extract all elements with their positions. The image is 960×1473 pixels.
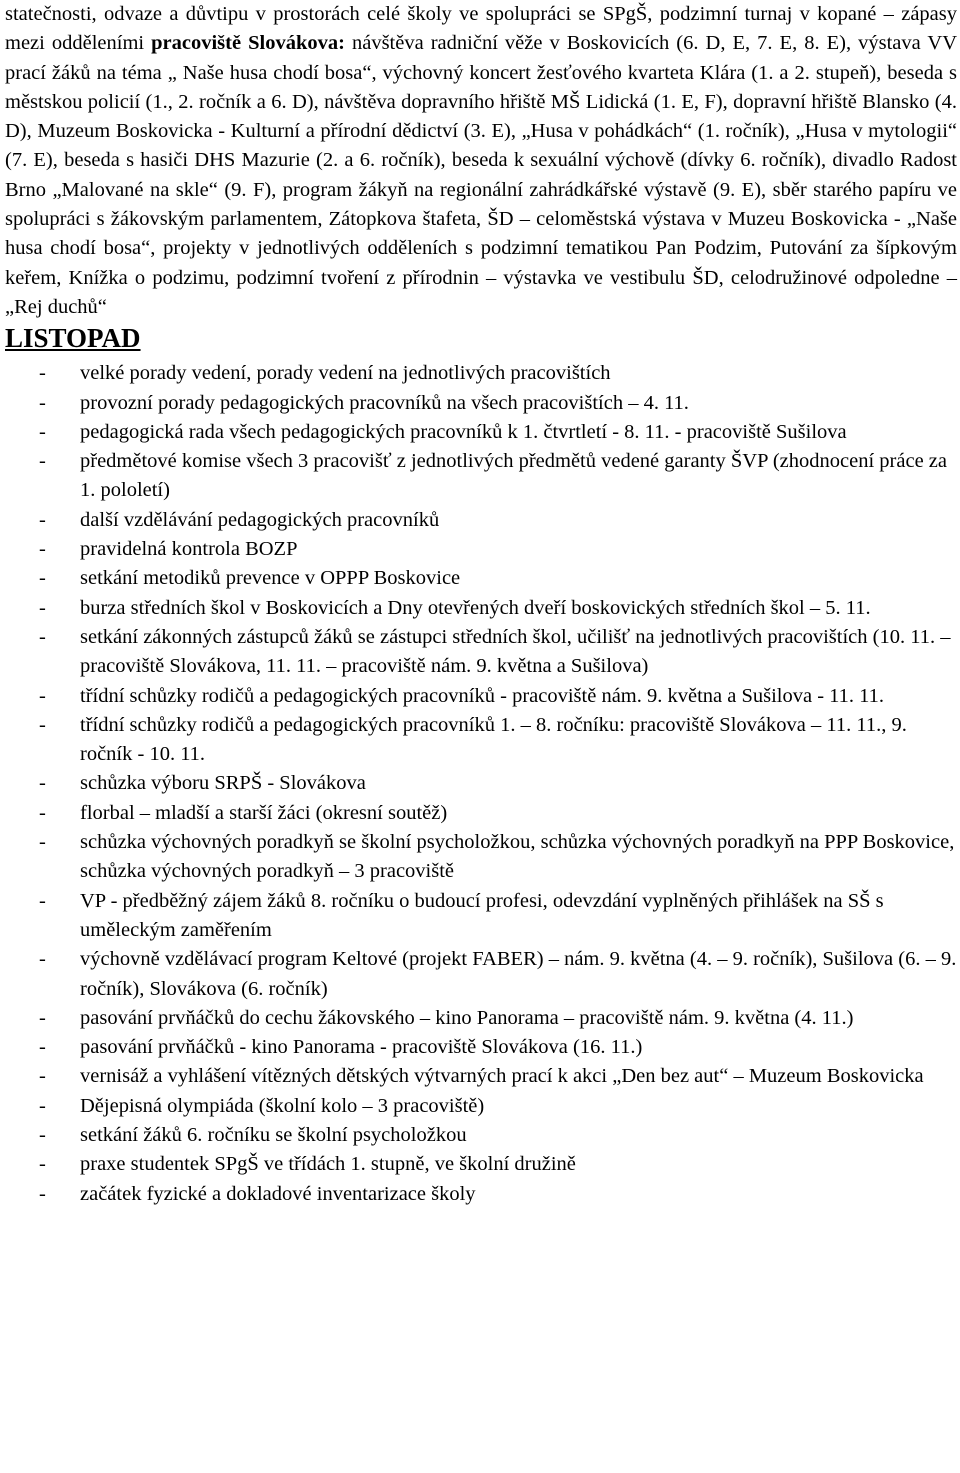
list-item-text: Dějepisná olympiáda (školní kolo – 3 pracoviště) (80, 1094, 485, 1117)
list-item (5, 887, 957, 946)
list-item (5, 1121, 957, 1150)
list-item (5, 682, 957, 711)
list-item (5, 506, 957, 535)
list-bullet: - (39, 1153, 46, 1176)
list-item (5, 828, 957, 887)
list-bullet: - (39, 1036, 46, 1059)
list-item-text: setkání metodiků prevence v OPPP Boskovice (80, 567, 461, 590)
list-item (5, 535, 957, 564)
list-bullet: - (39, 1006, 46, 1029)
document-page (5, 0, 957, 1209)
intro-bold-label: pracoviště Slovákova: (151, 32, 345, 55)
list-bullet: - (39, 1182, 46, 1205)
list-item-text: další vzdělávání pedagogických pracovníků (80, 508, 440, 531)
list-item (5, 1092, 957, 1121)
list-item (5, 359, 957, 388)
list-item (5, 389, 957, 418)
list-bullet: - (39, 420, 46, 443)
list-bullet: - (39, 948, 46, 971)
list-item (5, 1062, 957, 1091)
list-bullet: - (39, 538, 46, 561)
list-item (5, 1033, 957, 1062)
section-heading: LISTOPAD (5, 323, 141, 354)
list-item (5, 564, 957, 593)
task-list (5, 359, 957, 1209)
list-item-text: třídní schůzky rodičů a pedagogických pracovníků 1. – 8. ročníku: pracoviště Slovákova – 11. 11., 9. ročník - 10. 11. (80, 713, 907, 766)
list-item-text: schůzka výboru SRPŠ - Slovákova (80, 772, 366, 795)
list-item-text: burza středních škol v Boskovicích a Dny otevřených dveří boskovických středních škol – 5. 11. (80, 596, 871, 619)
intro-text-part1: statečnosti, odvaze a důvtipu v prostorách celé školy ve spolupráci se SPgŠ, podzimní turnaj v kopané – zápasy mezi odděleními (5, 3, 957, 55)
list-item (5, 1150, 957, 1179)
list-item-text: praxe studentek SPgŠ ve třídách 1. stupně, ve školní družině (80, 1153, 576, 1176)
list-item-text: pravidelná kontrola BOZP (80, 538, 298, 561)
list-bullet: - (39, 625, 46, 648)
list-item-text: schůzka výchovných poradkyň se školní psycholožkou, schůzka výchovných poradkyň na PPP Boskovice, schůzka výchovných poradkyň – 3 pracoviště (80, 831, 955, 883)
list-bullet: - (39, 567, 46, 590)
list-item-text: velké porady vedení, porady vedení na jednotlivých pracovištích (80, 362, 611, 385)
list-item-text: začátek fyzické a dokladové inventarizace školy (80, 1182, 476, 1205)
list-item (5, 799, 957, 828)
list-item-text: předmětové komise všech 3 pracovišť z jednotlivých předmětů vedené garanty ŠVP (zhodnocení práce za 1. pololetí) (80, 450, 947, 502)
intro-paragraph (5, 0, 957, 322)
list-bullet: - (39, 508, 46, 531)
list-item-text: VP - předběžný zájem žáků 8. ročníku o budoucí profesi, odevzdání vyplněných přihlášek na SŠ s uměleckým zaměřením (80, 889, 884, 941)
list-item-text: výchovně vzdělávací program Keltové (projekt FABER) – nám. 9. května (4. – 9. ročník), Sušilova (6. – 9. ročník), Slovákova (6. ročník) (80, 948, 957, 1000)
list-bullet: - (39, 450, 46, 473)
list-item-text: provozní porady pedagogických pracovníků na všech pracovištích – 4. 11. (80, 391, 689, 414)
list-bullet: - (39, 684, 46, 707)
list-item-text: setkání zákonných zástupců žáků se zástupci středních škol, učilišť na jednotlivých pracovištích (10. 11. – pracoviště Slovákova, 11. 11. – pracoviště nám. 9. května a Sušilova) (80, 625, 951, 678)
list-item-text: pedagogická rada všech pedagogických pracovníků k 1. čtvrtletí - 8. 11. - pracoviště Sušilova (80, 420, 847, 443)
list-item (5, 769, 957, 798)
list-item (5, 447, 957, 506)
list-bullet: - (39, 831, 46, 854)
list-item-text: florbal – mladší a starší žáci (okresní soutěž) (80, 801, 448, 824)
list-bullet: - (39, 362, 46, 385)
list-item (5, 945, 957, 1004)
list-item (5, 1180, 957, 1209)
list-bullet: - (39, 713, 46, 736)
list-item (5, 418, 957, 447)
list-bullet: - (39, 889, 46, 912)
list-item (5, 1004, 957, 1033)
list-item (5, 711, 957, 770)
list-bullet: - (39, 596, 46, 619)
list-bullet: - (39, 1094, 46, 1117)
intro-text-part2: návštěva radniční věže v Boskovicích (6. D, E, 7. E, 8. E), výstava VV prací žáků na téma „ Naše husa chodí bosa“, výchovný koncert žesťového kvarteta Klára (1. a 2. stupeň), beseda s městskou policií (1., 2. ročník a 6. D), návštěva dopravního hřiště MŠ Lidická (1. E, F), dopravní hřiště Blansko (4. D), Muzeum Boskovicka - Kulturní a přírodní dědictví (3. E), „Husa v pohádkách“ (1. ročník), „Husa v mytologii“ (7. E), beseda s hasiči DHS Mazurie (2. a 6. ročník), beseda k sexuální výchově (dívky 6. ročník), divadlo Radost Brno „Malované na skle“ (9. F), program žákyň na regionální zahrádkářské výstavě (9. E), sběr starého papíru ve spolupráci s žákovským parlamentem, Zátopkova štafeta, ŠD – celoměstská výstava v Muzeu Boskovicka - „Naše husa chodí bosa“, projekty v jednotlivých odděleních s podzimní tematikou Pan Podzim, Putování za šípkovým keřem, Knížka o podzimu, podzimní tvoření z přírodnin – výstavka ve vestibulu ŠD, celodružinové odpoledne – „Rej duchů“ (5, 32, 958, 318)
list-bullet: - (39, 801, 46, 824)
list-bullet: - (39, 1065, 46, 1088)
list-item-text: pasování prvňáčků do cechu žákovského – kino Panorama – pracoviště nám. 9. května (4. 11.) (80, 1006, 854, 1029)
list-item (5, 623, 957, 682)
list-item-text: setkání žáků 6. ročníku se školní psycholožkou (80, 1123, 467, 1146)
list-item (5, 594, 957, 623)
list-bullet: - (39, 1123, 46, 1146)
list-item-text: vernisáž a vyhlášení vítězných dětských výtvarných prací k akci „Den bez aut“ – Muzeum Boskovicka (80, 1065, 924, 1088)
list-bullet: - (39, 772, 46, 795)
list-bullet: - (39, 391, 46, 414)
list-item-text: pasování prvňáčků - kino Panorama - pracoviště Slovákova (16. 11.) (80, 1036, 643, 1059)
list-item-text: třídní schůzky rodičů a pedagogických pracovníků - pracoviště nám. 9. května a Sušilova - 11. 11. (80, 684, 885, 707)
